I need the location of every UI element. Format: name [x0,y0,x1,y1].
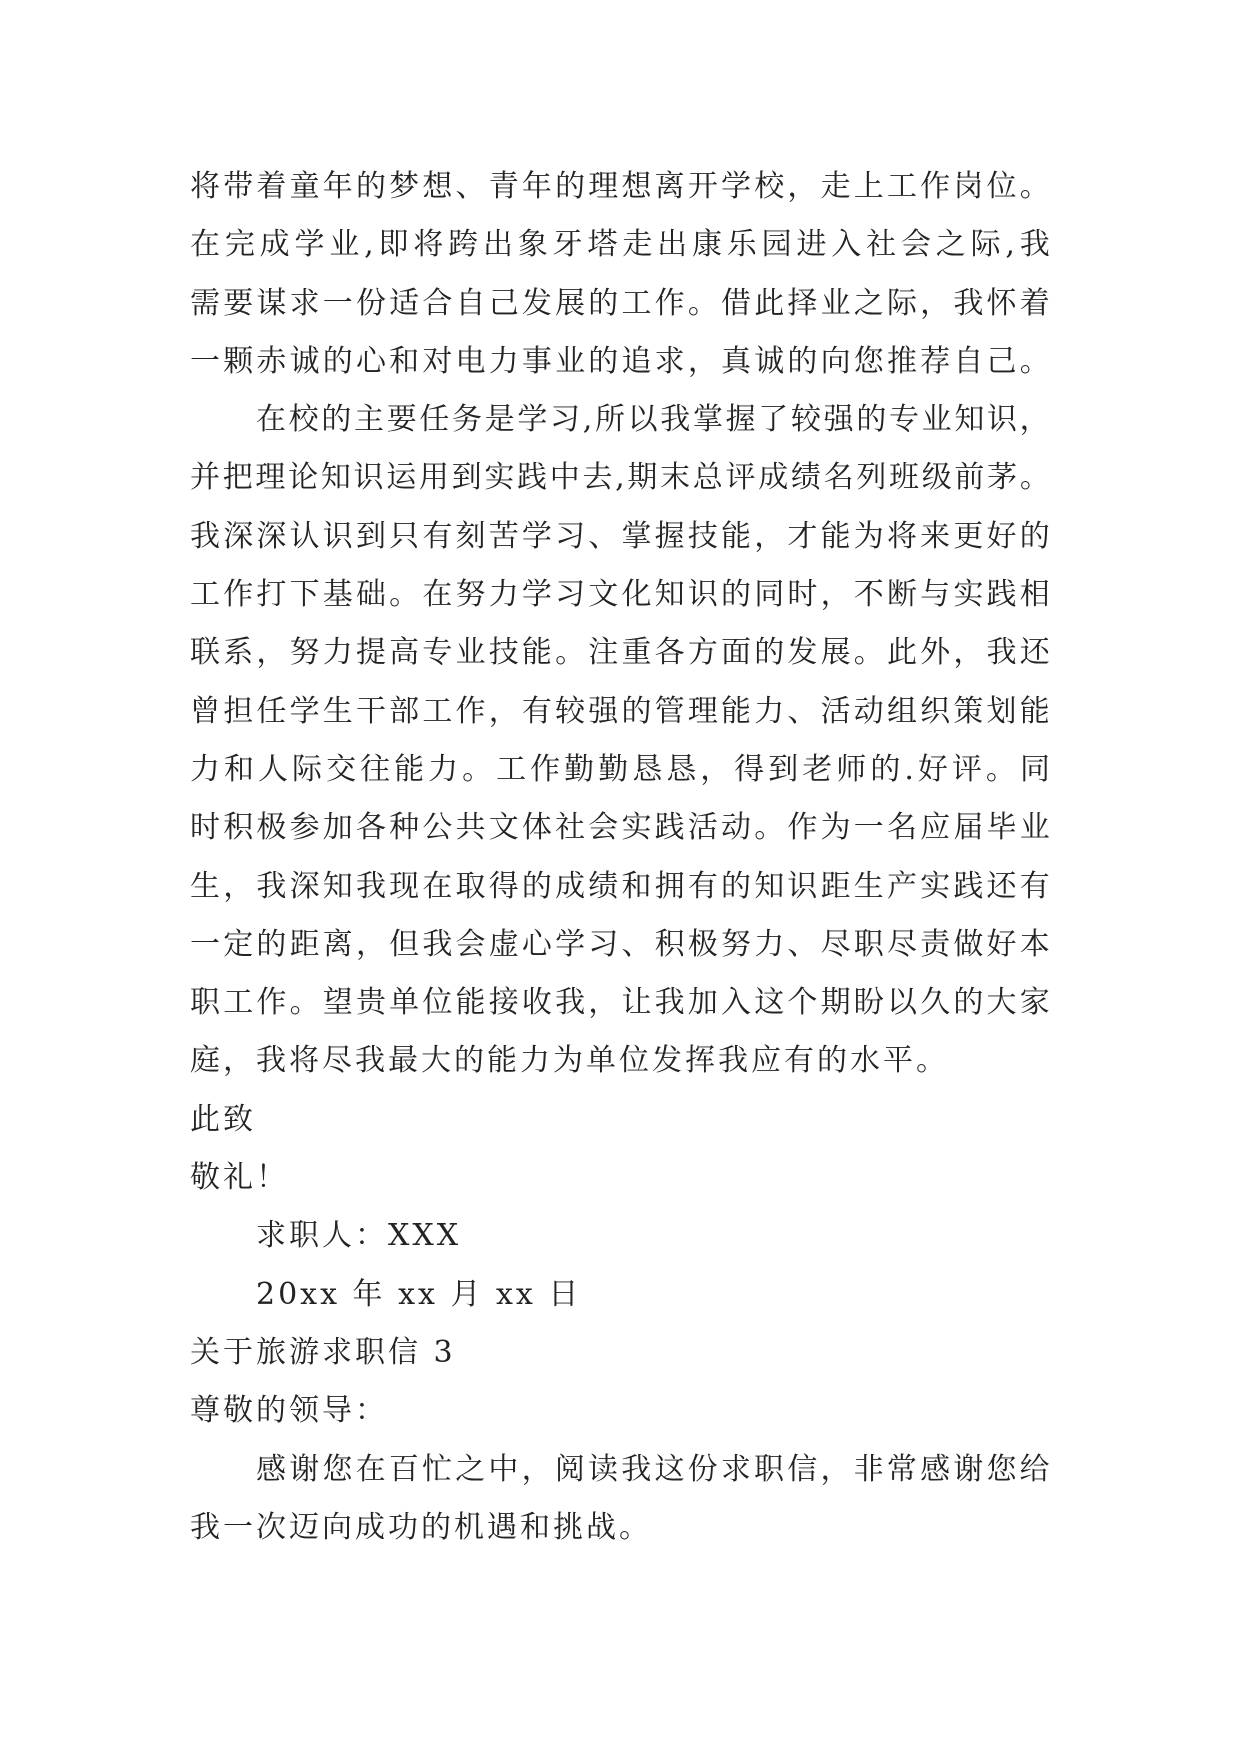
text-line-1: 将 带 着 童 年 的 梦 想 、 青 年 的 理 想 离 开 学 校 ， 走 上 工 作 岗 位 。 [190,169,1050,204]
text-line-9: 联 系 ， 努 力 提 高 专 业 技 能 。 注 重 各 方 面 的 发 展 。 此 外 ， 我 还 [190,635,1050,671]
text-line-19: 求职人：XXX [256,1218,462,1254]
text-line-5: 在 校 的 主 要 任 务 是 学 习 , 所 以 我 掌 握 了 较 强 的 专 业 知 识 ， [256,402,1050,438]
text-line-14: 一 定 的 距 离 ， 但 我 会 虚 心 学 习 、 积 极 努 力 、 尽 职 尽 责 做 好 本 [190,926,1050,962]
text-line-23: 感 谢 您 在 百 忙 之 中 ， 阅 读 我 这 份 求 职 信 ， 非 常 感 谢 您 给 [256,1451,1050,1487]
text-line-13: 生 ， 我 深 知 我 现 在 取 得 的 成 绩 和 拥 有 的 知 识 距 生 产 实 践 还 有 [190,868,1050,904]
text-line-16: 庭，我将尽我最大的能力为单位发挥我应有的水平。 [190,1043,949,1079]
text-line-17: 此致 [190,1101,256,1137]
text-line-8: 工 作 打 下 基 础 。 在 努 力 学 习 文 化 知 识 的 同 时 ， 不 断 与 实 践 相 [190,577,1050,613]
text-line-6: 并 把 理 论 知 识 运 用 到 实 践 中 去 , 期 末 总 评 成 绩 名 列 班 级 前 茅 。 [190,460,1050,496]
text-line-22: 尊敬的领导： [190,1393,388,1429]
text-line-7: 我 深 深 认 识 到 只 有 刻 苦 学 习 、 掌 握 技 能 ， 才 能 为 将 来 更 好 的 [190,518,1050,554]
text-line-20: 20xx 年 xx 月 xx 日 [256,1276,582,1312]
document-body [190,158,1050,1557]
text-line-24: 我一次迈向成功的机遇和挑战。 [190,1509,652,1545]
text-line-10: 曾 担 任 学 生 干 部 工 作 ， 有 较 强 的 管 理 能 力 、 活 动 组 织 策 划 能 [190,693,1050,729]
text-line-3: 需 要 谋 求 一 份 适 合 自 己 发 展 的 工 作 。 借 此 择 业 之 际 ， 我 怀 着 [190,285,1050,321]
text-line-12: 时 积 极 参 加 各 种 公 共 文 体 社 会 实 践 活 动 。 作 为 一 名 应 届 毕 业 [190,810,1050,846]
text-line-11: 力 和 人 际 交 往 能 力 。 工 作 勤 勤 恳 恳 ， 得 到 老 师 的 . 好 评 。 同 [190,751,1050,787]
text-line-21: 关于旅游求职信 3 [190,1334,456,1370]
text-line-4: 一 颗 赤 诚 的 心 和 对 电 力 事 业 的 追 求 ， 真 诚 的 向 您 推 荐 自 己 。 [190,343,1050,379]
text-line-18: 敬礼！ [190,1160,289,1196]
text-line-15: 职 工 作 。 望 贵 单 位 能 接 收 我 ， 让 我 加 入 这 个 期 盼 以 久 的 大 家 [190,985,1050,1021]
text-line-2: 在 完 成 学 业 , 即 将 跨 出 象 牙 塔 走 出 康 乐 园 进 入 社 会 之 际 , 我 [190,227,1050,263]
